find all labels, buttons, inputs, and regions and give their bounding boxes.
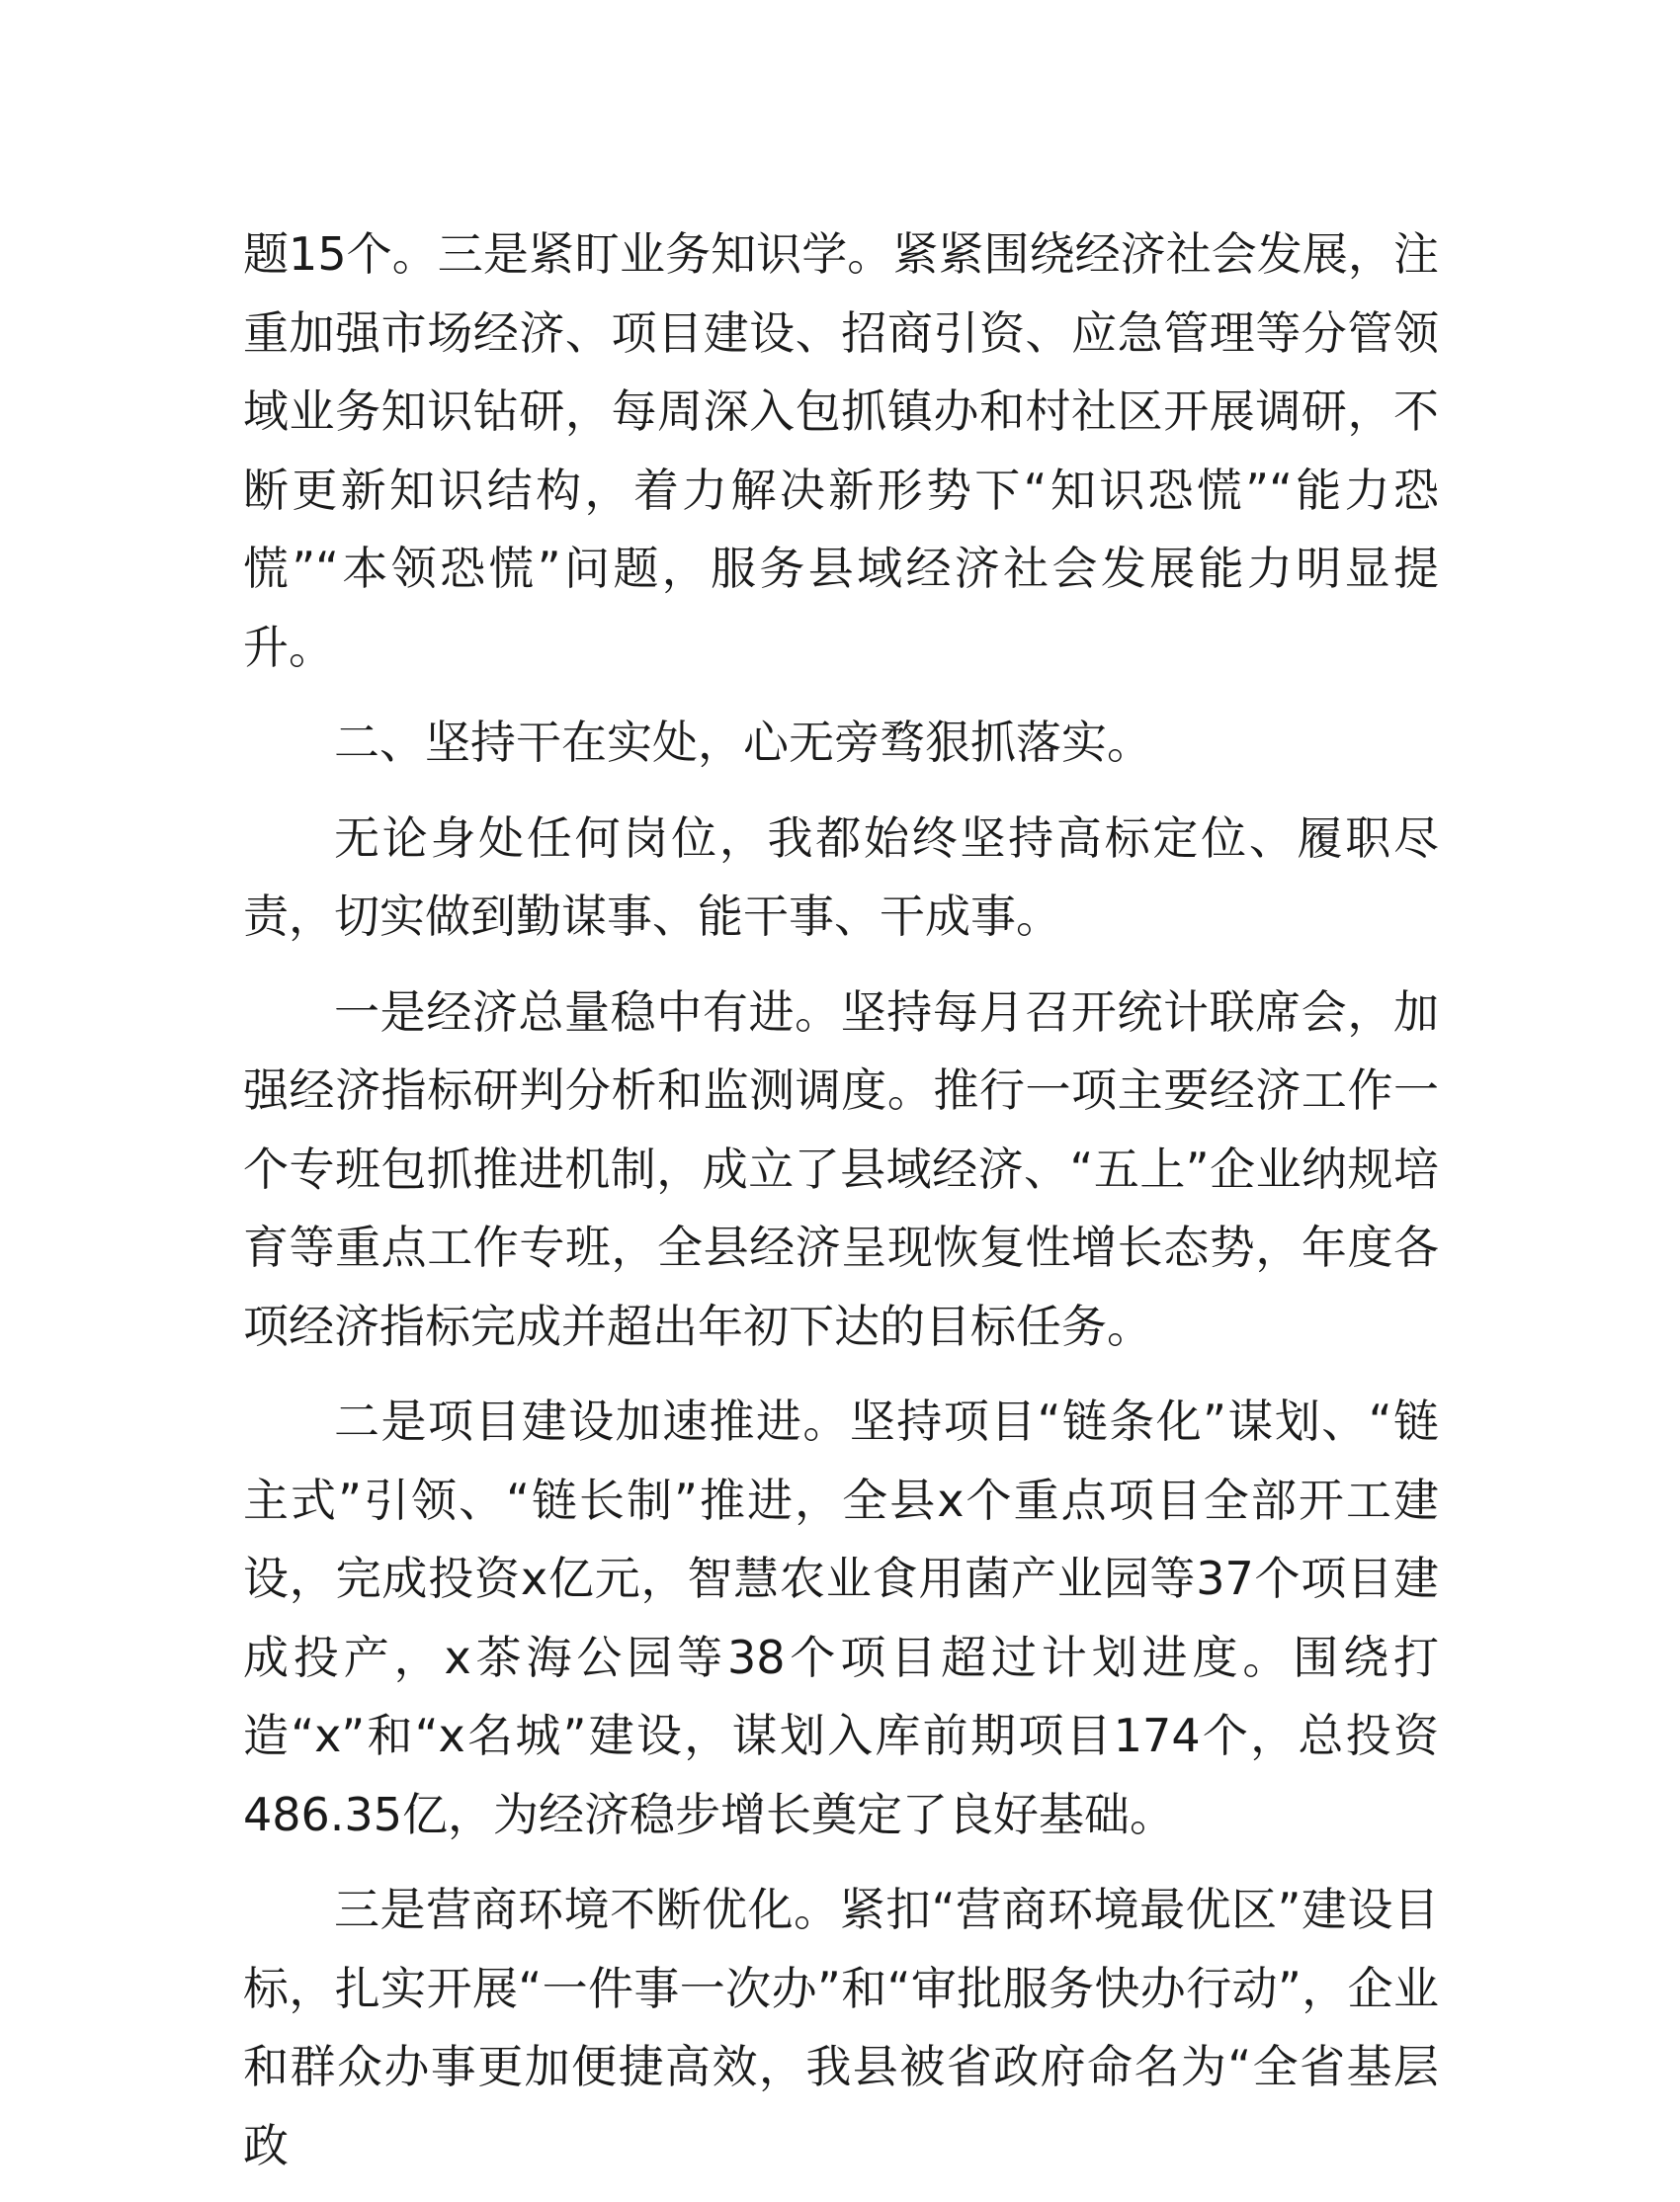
paragraph-economy: 一是经济总量稳中有进。坚持每月召开统计联席会，加强经济指标研判分析和监测调度。推行一项主要经济工作一个专班包抓推进机制，成立了县域经济、“五上”企业纳规培育等重点工作专班，全县经济呈现恢复性增长态势，年度各项经济指标完成并超出年初下达的目标任务。	[243, 984, 1439, 1353]
document-body	[243, 215, 1439, 2202]
section-heading: 二、坚持干在实处，心无旁骛狠抓落实。	[334, 716, 1152, 769]
paragraph-continuation: 题15个。三是紧盯业务知识学。紧紧围绕经济社会发展，注重加强市场经济、项目建设、招商引资、应急管理等分管领域业务知识钻研，每周深入包抓镇办和村社区开展调研，不断更新知识结构，着力解决新形势下“知识恐慌”“能力恐慌”“本领恐慌”问题，服务县域经济社会发展能力明显提升。	[243, 227, 1439, 674]
paragraph-projects: 二是项目建设加速推进。坚持项目“链条化”谋划、“链主式”引领、“链长制”推进，全县x个重点项目全部开工建设，完成投资x亿元，智慧农业食用菌产业园等37个项目建成投产，x茶海公园等38个项目超过计划进度。围绕打造“x”和“x名城”建设，谋划入库前期项目174个，总投资486.35亿，为经济稳步增长奠定了良好基础。	[243, 1395, 1439, 1841]
paragraph-business-environment: 三是营商环境不断优化。紧扣“营商环境最优区”建设目标，扎实开展“一件事一次办”和“审批服务快办行动”，企业和群众办事更加便捷高效，我县被省政府命名为“全省基层政	[243, 1883, 1439, 2172]
paragraph-intro: 无论身处任何岗位，我都始终坚持高标定位、履职尽责，切实做到勤谋事、能干事、干成事。	[243, 810, 1439, 943]
